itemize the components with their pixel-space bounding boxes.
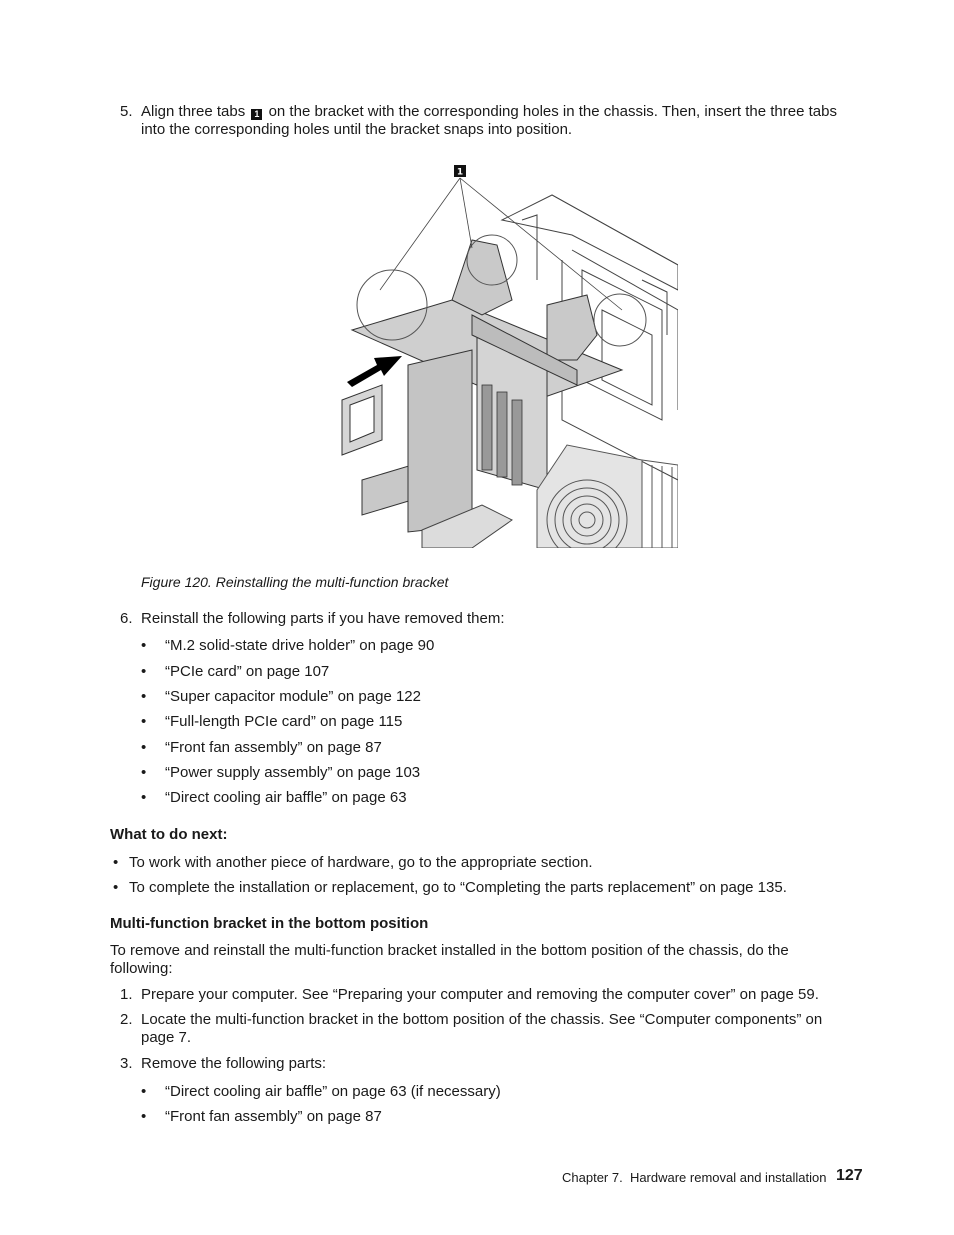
list-item: To work with another piece of hardware, go to the appropriate section. [129,854,593,871]
footer-chapter-number: Chapter 7. [562,1170,623,1185]
step-number: 5. [120,103,133,120]
list-item: “Direct cooling air baffle” on page 63 [165,789,407,806]
step-text: Remove the following parts: [141,1055,327,1072]
step-number: 1. [120,986,133,1003]
bracket-figure [322,160,678,548]
bullet-icon: • [141,739,147,756]
step-text-part: on the bracket with the corresponding holes in the chassis. Then, insert the three tabs [268,103,837,120]
callout-marker: 1 [251,109,262,120]
step-text-continued: page 7. [141,1029,192,1046]
step-text-continued: into the corresponding holes until the bracket snaps into position. [141,121,573,138]
list-item: “Power supply assembly” on page 103 [165,764,421,781]
step-text-part: Align three tabs [141,103,246,120]
step-number: 3. [120,1055,133,1072]
step-number: 2. [120,1011,133,1028]
bullet-icon: • [141,713,147,730]
bullet-icon: • [141,764,147,781]
list-item: “M.2 solid-state drive holder” on page 90 [165,637,435,654]
page-number: 127 [836,1167,863,1184]
list-item: “Super capacitor module” on page 122 [165,688,421,705]
bullet-icon: • [113,879,119,896]
section-heading: What to do next: [110,826,228,843]
step-text: Locate the multi-function bracket in the bottom position of the chassis. See “Computer components” on [141,1011,823,1028]
list-item: “Front fan assembly” on page 87 [165,739,382,756]
bullet-icon: • [141,688,147,705]
bullet-icon: • [141,1083,147,1100]
figure-caption: Figure 120. Reinstalling the multi-function bracket [141,574,449,590]
list-item: “Front fan assembly” on page 87 [165,1108,382,1125]
bracket-illustration [322,160,678,548]
list-item: “PCIe card” on page 107 [165,663,330,680]
step-text [141,103,871,121]
bullet-icon: • [113,854,119,871]
bullet-icon: • [141,637,147,654]
bullet-icon: • [141,663,147,680]
bullet-icon: • [141,1108,147,1125]
figure-callout-label: 1 [456,167,464,178]
step-number: 6. [120,610,133,627]
step-text: Reinstall the following parts if you have removed them: [141,610,505,627]
footer-chapter [562,1169,826,1187]
list-item: “Direct cooling air baffle” on page 63 (if necessary) [165,1083,501,1100]
footer-chapter-title: Hardware removal and installation [629,1170,827,1185]
list-item: To complete the installation or replacement, go to “Completing the parts replacement” on page 135. [129,879,787,896]
list-item: “Full-length PCIe card” on page 115 [165,713,403,730]
bullet-icon: • [141,789,147,806]
section-heading: Multi-function bracket in the bottom position [110,915,429,932]
step-text: Prepare your computer. See “Preparing your computer and removing the computer cover” on page 59. [141,986,819,1003]
intro-text-continued: following: [110,960,173,977]
intro-text: To remove and reinstall the multi-function bracket installed in the bottom position of the chassis, do the [110,942,789,959]
